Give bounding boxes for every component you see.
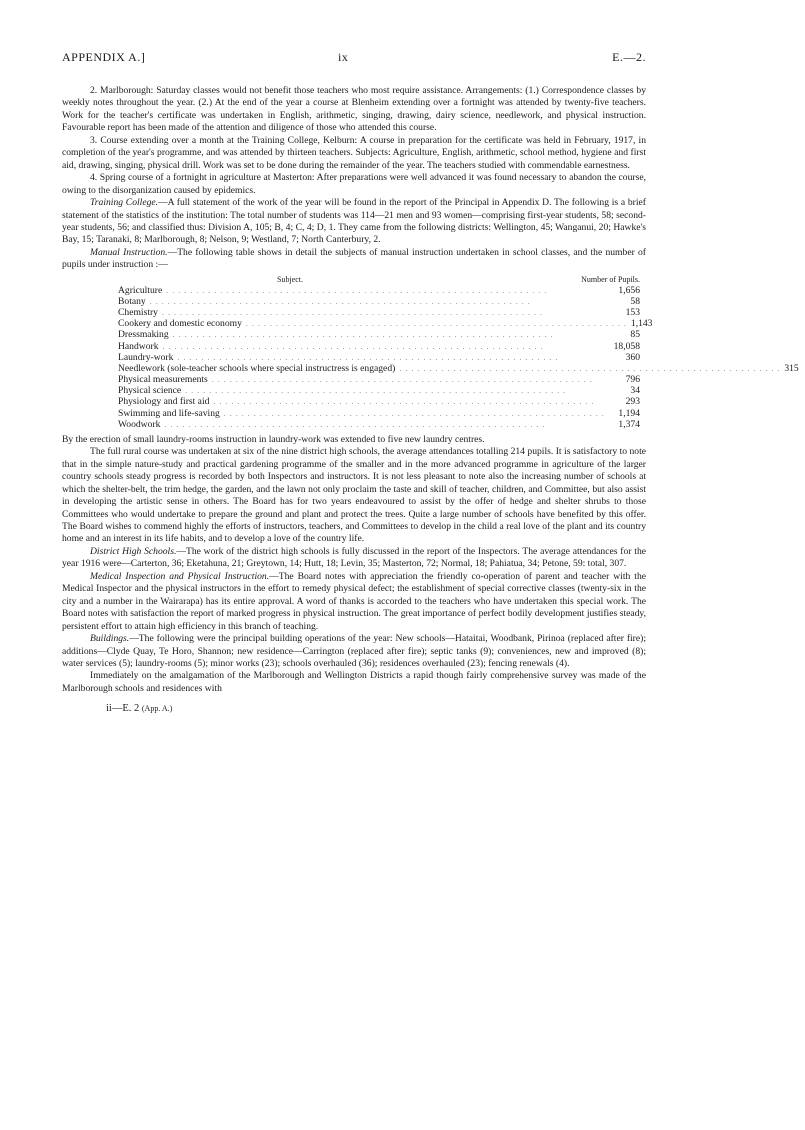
pupils-cell: 1,143: [630, 318, 653, 330]
subject-cell: Handwork: [118, 340, 159, 352]
paragraph-buildings: [62, 633, 646, 670]
paragraph-body: —The following were the principal building operations of the year: New schools—Hataitai, Woodbank, Pirinoa (replaced after fire); additions—Clyde Quay, Te Horo, Shannon; new residence—Carrington (replaced after fire); septic tanks (9); conveniences, new and improved (8); water services (5); laundry-rooms (5); minor works (23); schools overhauled (36); residences overhauled (23); fencing renewals (4).: [62, 633, 646, 669]
table-row: [62, 362, 799, 374]
paragraph-medical-inspection: [62, 571, 646, 633]
paragraph-marlborough: 2. Marlborough: Saturday classes would not benefit those teachers who most require assistance. Arrangements: (1.) Correspondence classes by weekly notes throughout the year. (2.) At the end of the year a course at Blenheim extending over a fortnight was attended by twenty-five teachers. Work for the teacher's certificate was undertaken in English, arithmetic, singing, drawing, dairy science, needlework, and physical instruction. Favourable report has been made of the attention and diligence of those who attended this course.: [62, 85, 646, 134]
run-in-heading: Buildings.: [90, 633, 130, 645]
table-header: [62, 274, 646, 285]
dot-leader: . . . . . . . . . . . . . . . . . . . . . . . . . . . . . . . . . . . . . . . . . . . . . . . . . . . . . . . . . . . . . . . .: [149, 296, 531, 306]
column-header-subject: Subject.: [277, 274, 303, 284]
dot-leader: . . . . . . . . . . . . . . . . . . . . . . . . . . . . . . . . . . . . . . . . . . . . . . . . . . . . . . . . . . . . . . . .: [164, 419, 546, 429]
table-row: [62, 329, 646, 340]
paragraph-manual-instruction: [62, 247, 646, 272]
table-row: [62, 419, 646, 430]
dot-leader: . . . . . . . . . . . . . . . . . . . . . . . . . . . . . . . . . . . . . . . . . . . . . . . . . . . . . . . . . . . . . . . .: [161, 308, 543, 318]
page-footer: [62, 703, 646, 714]
dot-leader: . . . . . . . . . . . . . . . . . . . . . . . . . . . . . . . . . . . . . . . . . . . . . . . . . . . . . . . . . . . . . . . .: [223, 408, 605, 418]
subject-cell: Botany: [118, 295, 146, 307]
dot-leader: . . . . . . . . . . . . . . . . . . . . . . . . . . . . . . . . . . . . . . . . . . . . . . . . . . . . . . . . . . . . . . . .: [213, 397, 595, 407]
pupils-cell: 34: [630, 385, 640, 397]
subject-cell: Chemistry: [118, 307, 158, 319]
table-row: [62, 341, 646, 352]
table-row: [62, 352, 646, 363]
subject-cell: Cookery and domestic economy: [118, 318, 242, 330]
paragraph-body: —The following table shows in detail the subjects of manual instruction undertaken in school classes, and the number of pupils under instruction :—: [62, 246, 647, 271]
subject-cell: Needlework (sole-teacher schools where special instructress is engaged): [118, 362, 396, 374]
subject-cell: Physical science: [118, 385, 182, 397]
run-in-heading: Manual Instruction.: [90, 246, 168, 258]
dot-leader: . . . . . . . . . . . . . . . . . . . . . . . . . . . . . . . . . . . . . . . . . . . . . . . . . . . . . . . . . . . . . . . .: [172, 330, 554, 340]
subject-cell: Physical measurements: [118, 374, 208, 386]
paragraph-body: —The work of the district high schools is fully discussed in the report of the Inspectors. The average attendances for the year 1916 were—Carterton, 36; Eketahuna, 21; Greytown, 14; Hutt, 18; Levin, 35; Masterton, 72; Normal, 18; Pahiatua, 34; Petone, 59: total, 307.: [62, 545, 646, 570]
table-row: [62, 374, 646, 385]
paragraph-spring-course: 4. Spring course of a fortnight in agriculture at Masterton: After preparations were well advanced it was found necessary to abandon the course, owing to the disorganization caused by epidemics.: [62, 172, 646, 196]
pupils-cell: 293: [625, 396, 640, 408]
paragraph-body: —The Board notes with appreciation the friendly co-operation of parent and teacher with the Medical Inspector and the physical instructors in the effort to remedy physical defect; the establishment of special corrective classes (twenty-six in the city and a number in the Wairarapa) has its entire approval. A word of thanks is accorded to the teachers who have undertaken this special work. The Board notes with satisfaction the report of marked progress in physical instruction. The great importance of perfect bodily development justifies steady, persistent effort to attain high efficiency in this branch of teaching.: [62, 570, 646, 632]
dot-leader: . . . . . . . . . . . . . . . . . . . . . . . . . . . . . . . . . . . . . . . . . . . . . . . . . . . . . . . . . . . . . . . .: [211, 375, 593, 385]
pupils-cell: 153: [625, 307, 640, 319]
dot-leader: . . . . . . . . . . . . . . . . . . . . . . . . . . . . . . . . . . . . . . . . . . . . . . . . . . . . . . . . . . . . . . . .: [162, 341, 544, 351]
paragraph-training-course: 3. Course extending over a month at the Training College, Kelburn: A course in preparation for the certificate was held in February, 1917, in completion of the year's programme, and was attended by thirteen teachers. Subjects: Agriculture, English, arithmetic, school method, hygiene and first aid, drawing, singing, physical drill. Work was set to be done during the remainder of the year. The teachers studied with commendable earnestness.: [62, 134, 646, 171]
pupils-cell: 58: [630, 295, 640, 307]
table-row: [62, 307, 646, 318]
dot-leader: . . . . . . . . . . . . . . . . . . . . . . . . . . . . . . . . . . . . . . . . . . . . . . . . . . . . . . . . . . . . . . . .: [185, 386, 567, 396]
table-row: [62, 408, 646, 419]
subject-cell: Dressmaking: [118, 329, 169, 341]
pupils-cell: 1,194: [618, 407, 640, 419]
paragraph-laundry: By the erection of small laundry-rooms instruction in laundry-work was extended to five new laundry centres.: [62, 433, 485, 445]
dot-leader: . . . . . . . . . . . . . . . . . . . . . . . . . . . . . . . . . . . . . . . . . . . . . . . . . . . . . . . . . . . . . . . .: [177, 352, 559, 362]
dot-leader: . . . . . . . . . . . . . . . . . . . . . . . . . . . . . . . . . . . . . . . . . . . . . . . . . . . . . . . . . . . . . . . .: [166, 285, 548, 295]
dot-leader: . . . . . . . . . . . . . . . . . . . . . . . . . . . . . . . . . . . . . . . . . . . . . . . . . . . . . . . . . . . . . . . .: [399, 363, 781, 373]
pupils-cell: 1,374: [618, 418, 640, 430]
signature-mark-suffix: (App. A.): [141, 704, 173, 714]
pupils-cell: 796: [625, 374, 640, 386]
subject-cell: Laundry-work: [118, 351, 174, 363]
subject-cell: Physiology and first aid: [118, 396, 210, 408]
table-row: [62, 296, 646, 307]
page-header: [62, 50, 646, 65]
pupils-cell: 315: [784, 362, 799, 374]
pupils-cell: 85: [630, 329, 640, 341]
pupils-cell: 360: [625, 351, 640, 363]
paragraph-rural-course: The full rural course was undertaken at six of the nine district high schools, the average attendances totalling 214 pupils. It is satisfactory to note that in the simple nature-study and practical gardening programme of the smaller and in the more advanced programme in agriculture of the larger country schools steady progress is recorded by both Inspectors and instructors. It is not less pleasant to note also the increasing number of schools at which the shelter-belt, the trim hedge, the garden, and the lawn not only proclaim the taste and skill of teacher, children, and Committee, but also assist in developing the artistic sense in others. The Board has for two years endeavoured to assist by the offer of hedge and shelter shrubs to those Committees who would undertake to prepare the ground and plant and protect the trees. Quite a large number of schools have benefited by this offer. The Board wishes to commend highly the efforts of instructors, teachers, and Committees to develop in the child a real love of the plant and its country home and an interest in its life habits, and to develop a love of the country life.: [62, 446, 646, 545]
paragraph-amalgamation: Immediately on the amalgamation of the Marlborough and Wellington Districts a rapid though fairly comprehensive survey was made of the Marlborough schools and residences with: [62, 670, 646, 694]
signature-mark: ii—E. 2: [106, 703, 140, 715]
subject-cell: Swimming and life-saving: [118, 407, 220, 419]
page-number: ix: [338, 50, 349, 64]
run-in-heading: District High Schools.: [90, 545, 177, 557]
subject-cell: Agriculture: [118, 284, 163, 296]
paragraph-district-high-schools: [62, 546, 646, 571]
header-left: APPENDIX A.]: [62, 50, 146, 64]
table-row: [62, 318, 653, 330]
dot-leader: . . . . . . . . . . . . . . . . . . . . . . . . . . . . . . . . . . . . . . . . . . . . . . . . . . . . . . . . . . . . . . . .: [245, 319, 627, 329]
paragraph-body: —A full statement of the work of the year will be found in the report of the Principal in Appendix D. The following is a brief statement of the statistics of the institution: The total number of students was 114—21 men and 93 women—comprising first-year students, 58; second-year students, 56; and classified thus: Division A, 105; B, 4; C, 4; D, 1. They came from the following districts: Wellington, 45; Wanganui, 20; Hawke's Bay, 15; Taranaki, 8; Marlborough, 8; Nelson, 9; Westland, 7; North Canterbury, 2.: [62, 197, 646, 246]
table-row: [62, 385, 646, 396]
column-header-pupils: Number of Pupils.: [581, 274, 640, 284]
run-in-heading: Training College.: [90, 197, 159, 209]
run-in-heading: Medical Inspection and Physical Instruction.: [90, 570, 270, 582]
subject-cell: Woodwork: [118, 418, 161, 430]
manual-instruction-table: [62, 274, 799, 430]
pupils-cell: 1,656: [618, 284, 640, 296]
paragraph-training-college: [62, 197, 646, 247]
table-body: [62, 284, 799, 430]
table-row: [62, 396, 646, 407]
pupils-cell: 18,058: [613, 340, 640, 352]
header-right: E.—2.: [612, 50, 646, 64]
table-row: [62, 285, 646, 296]
document-page: [62, 50, 799, 715]
